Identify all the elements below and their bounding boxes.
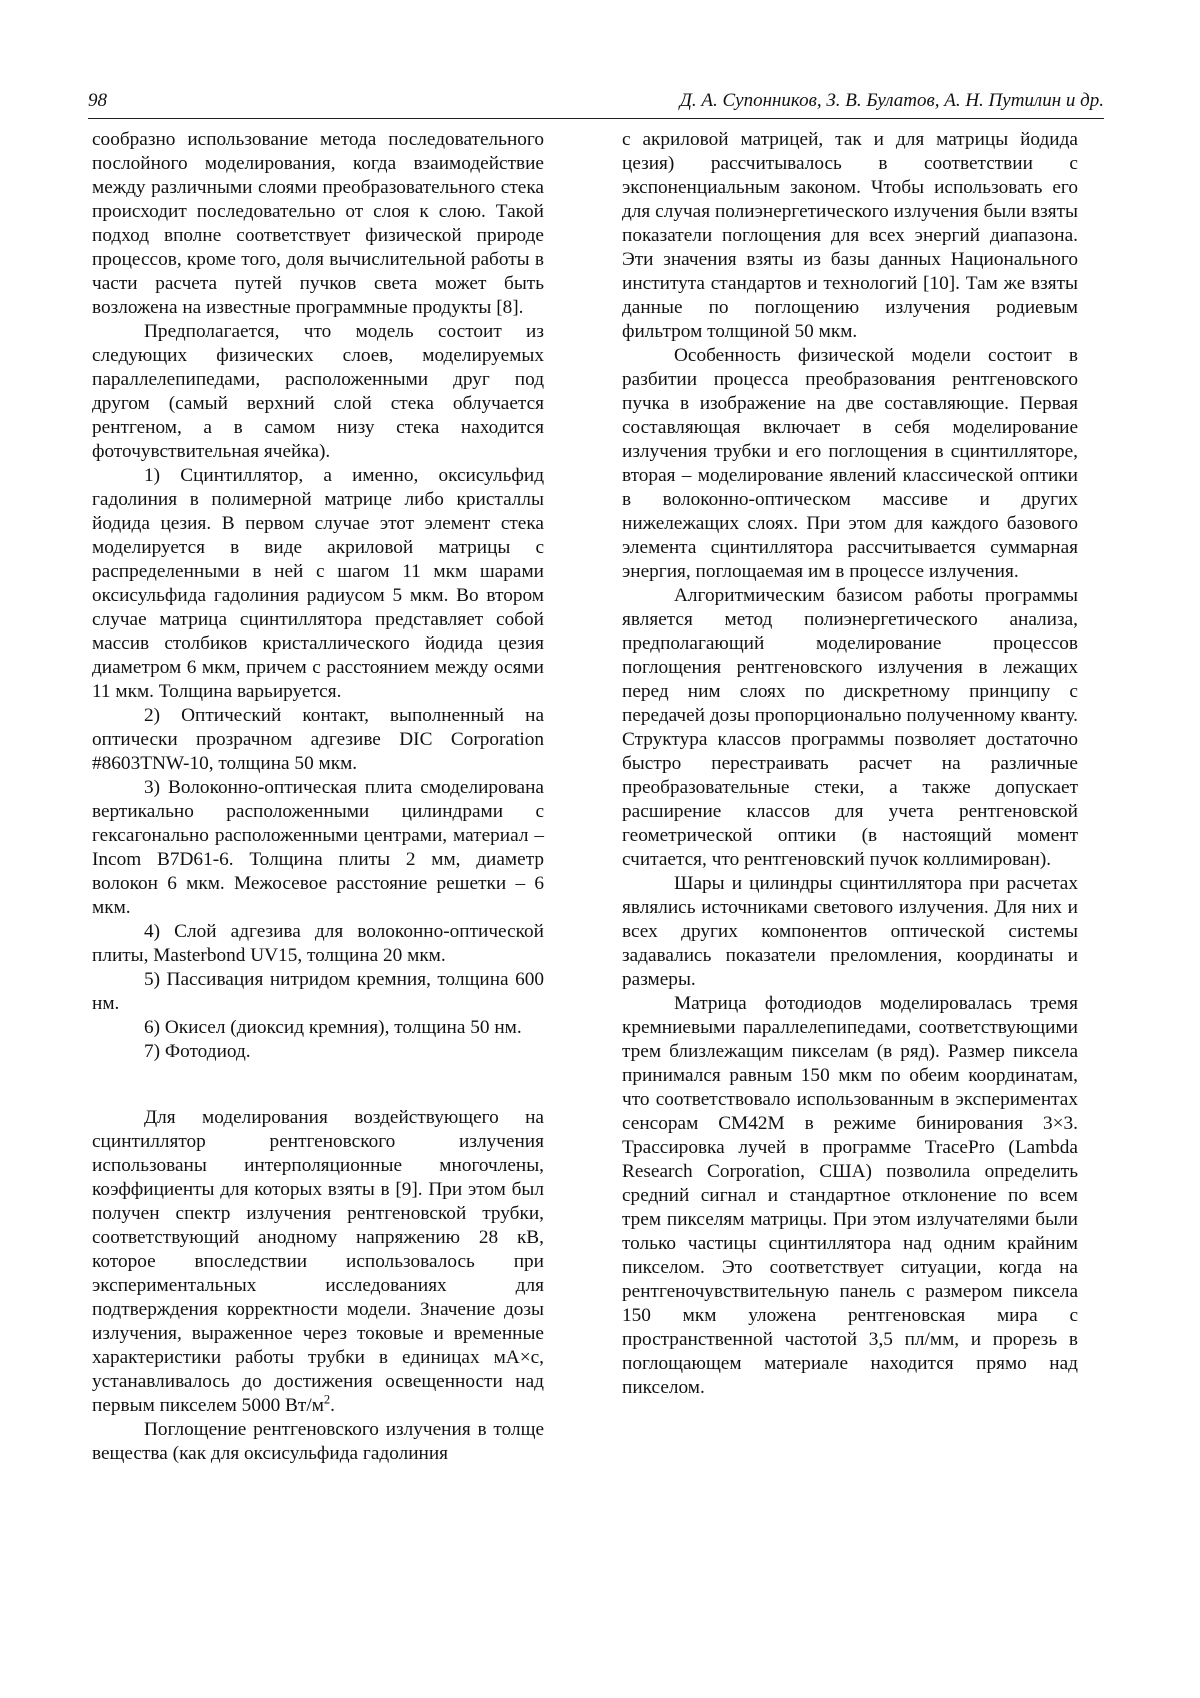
paragraph-algorithm: Алгоритмическим базисом работы программы является метод полиэнергетического анализа, предполагающий моделирование процессов поглощения рентгеновского излучения в лежащих перед ним слоях по дискретному принципу с передачей дозы пропорционально полученному кванту. Структура классов программы позволяет достаточно быстро перестраивать расчет на различные преобразовательные стеки, а также допускает расширение классов для учета рентгеновской геометрической оптики (в настоящий момент считается, что рентгеновский пучок коллимирован). <box>622 585 1078 870</box>
paragraph-absorption: Поглощение рентгеновского излучения в толще вещества (как для оксисульфида гадолиния <box>92 1419 544 1464</box>
list-item-optical-contact: 2) Оптический контакт, выполненный на оптически прозрачном адгезиве DIC Corporation #8603TNW-10, толщина 50 мкм. <box>92 705 544 774</box>
list-item-photodiode: 7) Фотодиод. <box>144 1041 251 1062</box>
paragraph-photodiode-matrix: Матрица фотодиодов моделировалась тремя кремниевыми параллелепипедами, соответствующими трем близлежащим пикселам (в ряд). Размер пиксела принимался равным 150 мкм по обеим координатам, что соответствовало использованным в экспериментах сенсорам CM42M в режиме бинирования 3×3. Трассировка лучей в программе TracePro (Lambda Research Corporation, США) позволила определить средний сигнал и стандартное отклонение по всем трем пикселям матрицы. При этом излучателями были только частицы сцинтиллятора над одним крайним пикселом. Это соответствует ситуации, когда на рентгеночувствительную панель с размером пиксела 150 мкм уложена рентгеновская мира с пространственной частотой 3,5 пл/мм, и прорезь в поглощающем материале находится прямо над пикселом. <box>622 993 1078 1398</box>
paragraph-absorption-cont: с акриловой матрицей, так и для матрицы йодида цезия) рассчитывалось в соответствии с экспоненциальным законом. Чтобы использовать его для случая полиэнергетического излучения были взяты показатели поглощения для всех энергий диапазона. Эти значения взяты из базы данных Национального института стандартов и технологий [10]. Там же взяты данные по поглощению излучения родиевым фильтром толщиной 50 мкм. <box>622 129 1078 342</box>
period: . <box>330 1395 335 1416</box>
left-column <box>92 128 544 1466</box>
superscript: 2 <box>323 1392 331 1407</box>
list-item-oxide: 6) Окисел (диоксид кремния), толщина 50 нм. <box>144 1017 522 1038</box>
paragraph-layers: Предполагается, что модель состоит из следующих физических слоев, моделируемых параллелепипедами, расположенными друг под другом (самый верхний слой стека облучается рентгеном, а в самом низу стека находится фоточувствительная ячейка). <box>92 321 544 462</box>
list-item-fiber-plate: 3) Волоконно-оптическая плита смоделирована вертикально расположенными цилиндрами с гексагонально расположенными центрами, материал – Incom B7D61-6. Толщина плиты 2 мм, диаметр волокон 6 мкм. Межосевое расстояние решетки – 6 мкм. <box>92 777 544 918</box>
page-number: 98 <box>88 90 107 111</box>
paragraph-spheres: Шары и цилиндры сцинтиллятора при расчетах являлись источниками светового излучения. Для них и всех других компонентов оптической системы задавались показатели преломления, координаты и размеры. <box>622 873 1078 990</box>
list-item-passivation: 5) Пассивация нитридом кремния, толщина 600 нм. <box>92 969 544 1014</box>
list-item-adhesive: 4) Слой адгезива для волоконно-оптической плиты, Masterbond UV15, толщина 20 мкм. <box>92 921 544 966</box>
paragraph-xray-model-text: Для моделирования воздействующего на сцинтиллятор рентгеновского излучения использованы интерполяционные многочлены, коэффициенты для которых взяты в [9]. При этом был получен спектр излучения рентгеновской трубки, соответствующий анодному напряжению 28 кВ, которое впоследствии использовалось при экспериментальных исследованиях для подтверждения корректности модели. Значение дозы излучения, выраженное через токовые и временные характеристики работы трубки в единицах мА×с, устанавливалось до достижения освещенности над первым пикселем 5000 Вт/м <box>92 1107 544 1416</box>
paragraph-intro: сообразно использование метода последовательного послойного моделирования, когда взаимодействие между различными слоями преобразовательного стека происходит последовательно от слоя к слою. Такой подход вполне соответствует физической природе процессов, кроме того, доля вычислительной работы в части расчета путей пучков света может быть возложена на известные программные продукты [8]. <box>92 129 544 318</box>
page-header <box>88 84 1104 119</box>
running-head-authors: Д. А. Супонников, З. В. Булатов, А. Н. Путилин и др. <box>679 90 1104 111</box>
list-item-scintillator: 1) Сцинтиллятор, а именно, оксисульфид гадолиния в полимерной матрице либо кристаллы йодида цезия. В первом случае этот элемент стека моделируется в виде акриловой матрицы с распределенными в ней с шагом 11 мкм шарами оксисульфида гадолиния радиусом 5 мкм. Во втором случае матрица сцинтиллятора представляет собой массив столбиков кристаллического йодида цезия диаметром 6 мкм, причем с расстоянием между осями 11 мкм. Толщина варьируется. <box>92 465 544 702</box>
paragraph-model-features: Особенность физической модели состоит в разбитии процесса преобразования рентгеновского пучка в изображение на две составляющие. Первая составляющая включает в себя моделирование излучения трубки и его поглощения в сцинтилляторе, вторая – моделирование явлений классической оптики в волоконно-оптическом массиве и других нижележащих слоях. При этом для каждого базового элемента сцинтиллятора рассчитывается суммарная энергия, поглощаемая им в процессе излучения. <box>622 345 1078 582</box>
paragraph-xray-model <box>92 1106 544 1418</box>
right-column <box>622 128 1078 1400</box>
